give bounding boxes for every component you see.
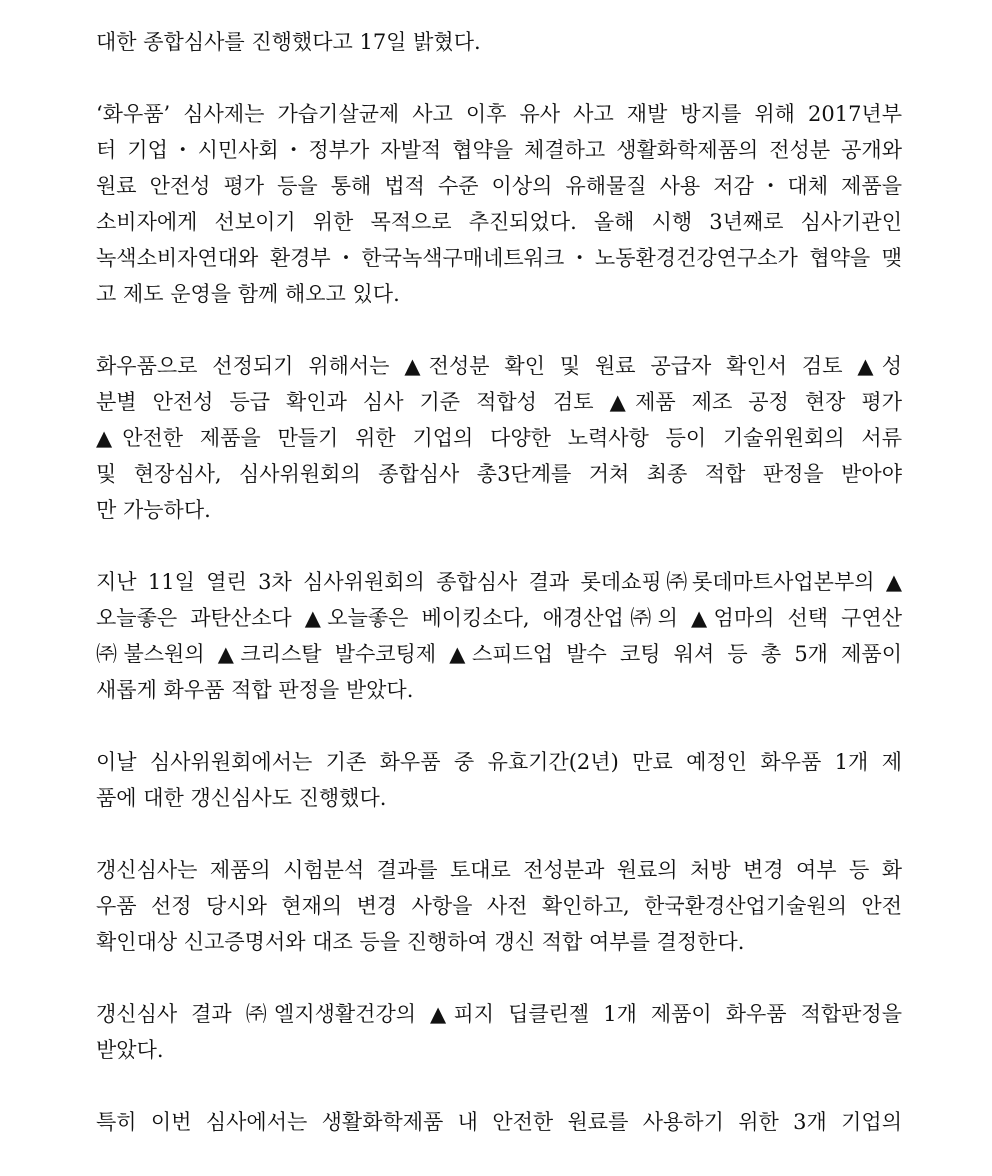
text-line: 갱신심사는 제품의 시험분석 결과를 토대로 전성분과 원료의 처방 변경 여부 등 화 [96,858,902,882]
text-line: 만 가능하다. [96,498,211,522]
paragraph-3 [96,348,902,528]
text-line: 이날 심사위원회에서는 기존 화우품 중 유효기간(2년) 만료 예정인 화우품 1개 제 [96,750,902,774]
paragraph-2 [96,96,902,312]
text-line: 소비자에게 선보이기 위한 목적으로 추진되었다. 올해 시행 3년째로 심사기관인 [96,210,902,234]
text-line: 고 제도 운영을 함께 해오고 있다. [96,282,400,306]
text-line: 새롭게 화우품 적합 판정을 받았다. [96,678,414,702]
paragraph-7 [96,996,902,1068]
text-line: 원료 안전성 평가 등을 통해 법적 수준 이상의 유해물질 사용 저감・대체 제품을 [96,174,902,198]
text-line: 갱신심사 결과 ㈜엘지생활건강의 ▲피지 딥클린젤 1개 제품이 화우품 적합판정을 [96,1002,902,1026]
text-line: 터 기업・시민사회・정부가 자발적 협약을 체결하고 생활화학제품의 전성분 공개와 [96,138,902,162]
text-line: 오늘좋은 과탄산소다 ▲오늘좋은 베이킹소다, 애경산업㈜의 ▲엄마의 선택 구연산 [96,606,902,630]
text-line: 녹색소비자연대와 환경부・한국녹색구매네트워크・노동환경건강연구소가 협약을 맺 [96,246,902,270]
text-line: ㈜불스원의 ▲크리스탈 발수코팅제 ▲스피드업 발수 코팅 워셔 등 총 5개 제품이 [96,642,902,666]
text-line: 품에 대한 갱신심사도 진행했다. [96,786,387,810]
text-line: ‘화우품’ 심사제는 가습기살균제 사고 이후 유사 사고 재발 방지를 위해 2017년부 [96,102,902,126]
text-line: 확인대상 신고증명서와 대조 등을 진행하여 갱신 적합 여부를 결정한다. [96,930,745,954]
paragraph-6 [96,852,902,960]
text-line: 대한 종합심사를 진행했다고 17일 밝혔다. [96,30,481,54]
text-line: 및 현장심사, 심사위원회의 종합심사 총3단계를 거쳐 최종 적합 판정을 받아야 [96,462,902,486]
text-line: 화우품으로 선정되기 위해서는 ▲전성분 확인 및 원료 공급자 확인서 검토 ▲성 [96,354,902,378]
text-line: 특히 이번 심사에서는 생활화학제품 내 안전한 원료를 사용하기 위한 3개 기업의 [96,1110,902,1134]
text-line: 지난 11일 열린 3차 심사위원회의 종합심사 결과 롯데쇼핑㈜롯데마트사업본부의 ▲ [96,570,902,594]
text-line: ▲안전한 제품을 만들기 위한 기업의 다양한 노력사항 등이 기술위원회의 서류 [96,426,902,450]
text-line: 우품 선정 당시와 현재의 변경 사항을 사전 확인하고, 한국환경산업기술원의 안전 [96,894,902,918]
paragraph-8 [96,1104,902,1140]
text-line: 분별 안전성 등급 확인과 심사 기준 적합성 검토 ▲제품 제조 공정 현장 평가 [96,390,902,414]
paragraph-5 [96,744,902,816]
document-body [96,24,902,1176]
text-line: 받았다. [96,1038,164,1062]
paragraph-1 [96,24,902,60]
paragraph-4 [96,564,902,708]
